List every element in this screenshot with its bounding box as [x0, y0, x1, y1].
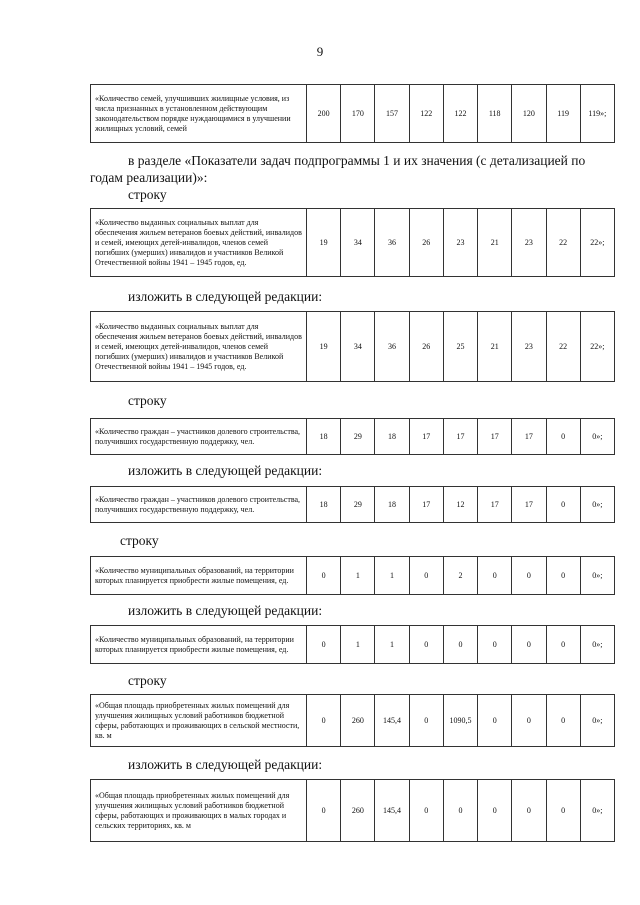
table-row: [91, 209, 615, 277]
indicator-description: «Количество семей, улучшивших жилищные условия, из числа признанных в установленном действующим законодательством порядке нуждающимися в улучшении жилищных условий, семей: [91, 85, 307, 143]
table-row: [91, 695, 615, 747]
indicator-table: [90, 84, 615, 143]
value-cell: 0»;: [580, 626, 614, 664]
indicator-table: [90, 556, 615, 595]
value-cell: 0»;: [580, 695, 614, 747]
indicator-table: [90, 779, 615, 842]
value-cell: 119: [546, 85, 580, 143]
table-row: [91, 85, 615, 143]
value-cell: 34: [341, 312, 375, 382]
row-label: строку: [128, 393, 167, 408]
value-cell: 17: [409, 419, 443, 455]
table-row: [91, 780, 615, 842]
value-cell: 260: [341, 780, 375, 842]
value-cell: 21: [478, 312, 512, 382]
value-cell: 23: [512, 209, 546, 277]
edit-label: изложить в следующей редакции:: [128, 289, 323, 304]
row-label: строку: [128, 673, 167, 688]
table-row: [91, 312, 615, 382]
row-label: строку: [128, 187, 167, 202]
value-cell: 122: [443, 85, 477, 143]
indicator-description: «Количество муниципальных образований, на территории которых планируется приобрести жилые помещения, ед.: [91, 557, 307, 595]
value-cell: 22»;: [580, 312, 614, 382]
value-cell: 0»;: [580, 780, 614, 842]
value-cell: 0: [546, 695, 580, 747]
value-cell: 118: [478, 85, 512, 143]
value-cell: 22: [546, 209, 580, 277]
value-cell: 0: [307, 780, 341, 842]
value-cell: 0: [443, 626, 477, 664]
value-cell: 0: [409, 557, 443, 595]
indicator-description: «Общая площадь приобретенных жилых помещений для улучшения жилищных условий работников бюджетной сферы, работающих и проживающих в сельской местности, кв. м: [91, 695, 307, 747]
value-cell: 18: [375, 419, 409, 455]
value-cell: 22: [546, 312, 580, 382]
value-cell: 145,4: [375, 780, 409, 842]
value-cell: 0: [478, 780, 512, 842]
value-cell: 0: [409, 626, 443, 664]
value-cell: 157: [375, 85, 409, 143]
value-cell: 0: [478, 695, 512, 747]
value-cell: 22»;: [580, 209, 614, 277]
value-cell: 0»;: [580, 557, 614, 595]
indicator-description: «Количество выданных социальных выплат для обеспечения жильем ветеранов боевых действий, инвалидов и семей, имеющих детей-инвалидов, членов семей погибших (умерших) инвалидов и участников Великой Отечественной войны 1941 – 1945 годов, ед.: [91, 209, 307, 277]
value-cell: 17: [443, 419, 477, 455]
indicator-description: «Общая площадь приобретенных жилых помещений для улучшения жилищных условий работников бюджетной сферы, работающих и проживающих в малых городах и сельских территориях, кв. м: [91, 780, 307, 842]
value-cell: 26: [409, 312, 443, 382]
value-cell: 0: [307, 626, 341, 664]
value-cell: 18: [307, 419, 341, 455]
value-cell: 1: [341, 557, 375, 595]
value-cell: 18: [307, 487, 341, 523]
table-row: [91, 557, 615, 595]
value-cell: 0: [443, 780, 477, 842]
value-cell: 17: [409, 487, 443, 523]
value-cell: 0: [307, 557, 341, 595]
indicator-description: «Количество муниципальных образований, на территории которых планируется приобрести жилые помещения, ед.: [91, 626, 307, 664]
table-row: [91, 626, 615, 664]
value-cell: 1090,5: [443, 695, 477, 747]
value-cell: 0: [546, 626, 580, 664]
value-cell: 0: [409, 780, 443, 842]
value-cell: 2: [443, 557, 477, 595]
value-cell: 17: [478, 419, 512, 455]
value-cell: 0: [512, 780, 546, 842]
value-cell: 0: [409, 695, 443, 747]
value-cell: 23: [512, 312, 546, 382]
section-heading: в разделе «Показатели задач подпрограммы 1 и их значения (с детализацией по годам реализации)»:: [90, 153, 586, 185]
value-cell: 17: [512, 487, 546, 523]
value-cell: 1: [341, 626, 375, 664]
table-row: [91, 487, 615, 523]
value-cell: 26: [409, 209, 443, 277]
value-cell: 17: [478, 487, 512, 523]
value-cell: 0: [546, 419, 580, 455]
value-cell: 19: [307, 209, 341, 277]
value-cell: 36: [375, 209, 409, 277]
value-cell: 0: [546, 557, 580, 595]
value-cell: 0: [512, 557, 546, 595]
value-cell: 145,4: [375, 695, 409, 747]
indicator-table: [90, 311, 615, 382]
value-cell: 23: [443, 209, 477, 277]
value-cell: 34: [341, 209, 375, 277]
value-cell: 1: [375, 626, 409, 664]
indicator-table: [90, 486, 615, 523]
value-cell: 21: [478, 209, 512, 277]
value-cell: 0: [478, 626, 512, 664]
value-cell: 12: [443, 487, 477, 523]
edit-label: изложить в следующей редакции:: [128, 757, 323, 772]
value-cell: 200: [307, 85, 341, 143]
value-cell: 19: [307, 312, 341, 382]
indicator-table: [90, 208, 615, 277]
row-label: строку: [120, 533, 159, 548]
value-cell: 0: [478, 557, 512, 595]
indicator-table: [90, 694, 615, 747]
value-cell: 0: [512, 695, 546, 747]
indicator-table: [90, 418, 615, 455]
indicator-description: «Количество граждан – участников долевого строительства, получивших государственную поддержку, чел.: [91, 487, 307, 523]
value-cell: 120: [512, 85, 546, 143]
value-cell: 17: [512, 419, 546, 455]
edit-label: изложить в следующей редакции:: [128, 603, 323, 618]
table-row: [91, 419, 615, 455]
value-cell: 0: [546, 487, 580, 523]
page-number: 9: [316, 44, 324, 59]
indicator-description: «Количество граждан – участников долевого строительства, получивших государственную поддержку, чел.: [91, 419, 307, 455]
value-cell: 0: [512, 626, 546, 664]
value-cell: 1: [375, 557, 409, 595]
value-cell: 122: [409, 85, 443, 143]
value-cell: 18: [375, 487, 409, 523]
indicator-description: «Количество выданных социальных выплат для обеспечения жильем ветеранов боевых действий, инвалидов и семей, имеющих детей-инвалидов, членов семей погибших (умерших) инвалидов и участников Великой Отечественной войны 1941 – 1945 годов, ед.: [91, 312, 307, 382]
indicator-table: [90, 625, 615, 664]
value-cell: 25: [443, 312, 477, 382]
value-cell: 170: [341, 85, 375, 143]
edit-label: изложить в следующей редакции:: [128, 463, 323, 478]
value-cell: 0: [546, 780, 580, 842]
value-cell: 260: [341, 695, 375, 747]
value-cell: 36: [375, 312, 409, 382]
value-cell: 0»;: [580, 419, 614, 455]
value-cell: 119»;: [580, 85, 614, 143]
value-cell: 0: [307, 695, 341, 747]
value-cell: 0»;: [580, 487, 614, 523]
value-cell: 29: [341, 487, 375, 523]
value-cell: 29: [341, 419, 375, 455]
